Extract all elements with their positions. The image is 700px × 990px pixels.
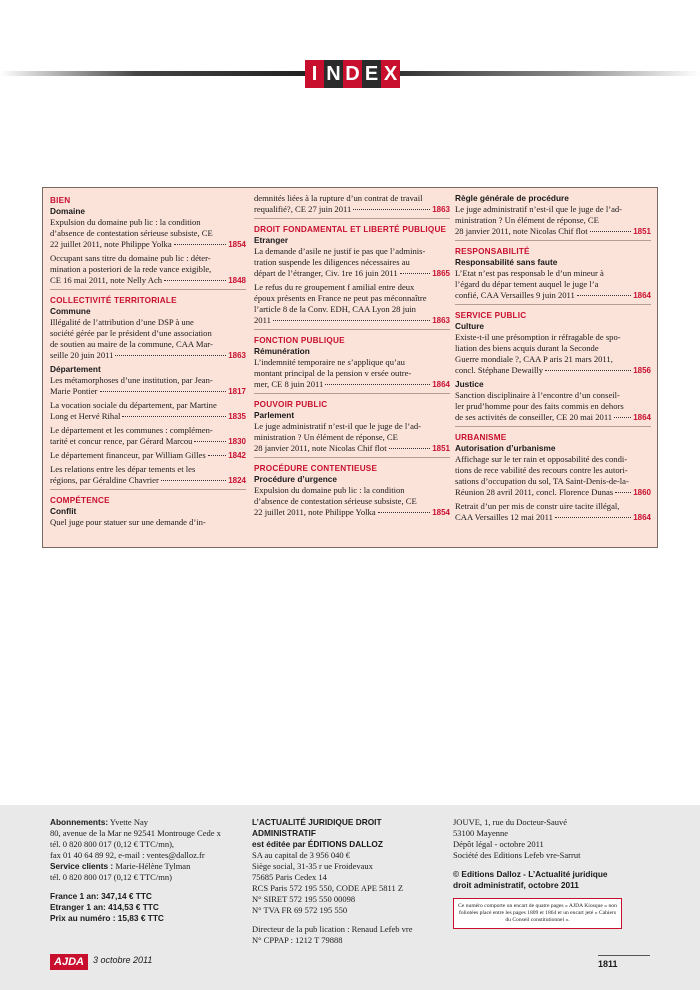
subscription-info (50, 817, 245, 924)
footer-text: 53100 Mayenne (453, 828, 509, 838)
header-rule-left (0, 71, 305, 76)
index-title-letter: D (343, 60, 362, 88)
entry-last-line (455, 487, 651, 498)
page-reference: 1864 (633, 291, 651, 300)
section-heading: COLLECTIVITÉ TERRITORIALE (50, 296, 177, 305)
section-divider (254, 218, 450, 219)
subsection-heading: Autorisation d’urbanisme (455, 443, 556, 453)
section-divider (254, 457, 450, 458)
footer-spacer (50, 883, 245, 891)
page-reference: 1830 (228, 437, 246, 446)
index-entry (254, 246, 450, 279)
index-entry (50, 317, 246, 361)
page-reference: 1854 (228, 240, 246, 249)
entry-line: mer, CE 8 juin 2011 (254, 379, 324, 389)
leader-dots (555, 517, 631, 518)
page-reference: 1860 (633, 488, 651, 497)
entry-line: confié, CAA Versailles 9 juin 2011 (455, 290, 575, 300)
entry-line: Affichage sur le ter rain et opposabilité des condi- (455, 454, 628, 464)
entry-last-line (254, 204, 450, 215)
section-heading: FONCTION PUBLIQUE (254, 336, 345, 345)
index-column-1 (50, 193, 246, 531)
entry-line: Long et Hervé Rihal (50, 411, 121, 421)
footer-label: Prix au numéro : 15,83 € TTC (50, 913, 164, 923)
entry-last-line (254, 507, 450, 518)
footer-label: L’ACTUALITÉ JURIDIQUE DROIT ADMINISTRATIF (252, 817, 382, 838)
entry-line: Occupant sans titre du domaine pub lic : déter- (50, 253, 211, 263)
entry-last-line (455, 412, 651, 423)
footer-line (252, 883, 447, 894)
section-divider (455, 240, 651, 241)
page-number: 1811 (598, 959, 618, 969)
section-heading: COMPÉTENCE (50, 496, 110, 505)
entry-line: Expulsion du domaine pub lic : la condition (50, 217, 201, 227)
entry-line: Sanction disciplinaire à l’encontre d’un conseil- (455, 390, 620, 400)
section-divider (254, 393, 450, 394)
page-reference: 1854 (432, 508, 450, 517)
index-entry (50, 464, 246, 486)
page-reference: 1848 (228, 276, 246, 285)
entry-line: montant principal de la pension v ersée outre- (254, 368, 412, 378)
entry-line: ler prud’homme pour des faits commis en dehors (455, 401, 624, 411)
index-entry (50, 425, 246, 447)
entry-last-line (455, 365, 651, 376)
page-reference: 1817 (228, 387, 246, 396)
entry-line: sations d’occupation du sol, TA Saint-Denis-de-la- (455, 476, 629, 486)
entry-line: ministration ? Un élément de réponse, CE (254, 432, 398, 442)
section-heading: URBANISME (455, 433, 507, 442)
index-entry (455, 204, 651, 237)
leader-dots (353, 209, 430, 210)
entry-line: 22 juillet 2011, note Philippe Yolka (254, 507, 376, 517)
footer-line (252, 872, 447, 883)
page-reference: 1851 (432, 444, 450, 453)
entry-last-line (455, 226, 651, 237)
entry-line: liation des biens acquis durant la Seconde (455, 343, 599, 353)
index-entry (254, 485, 450, 518)
ajda-logo: AJDA (50, 954, 88, 970)
footer-text: Directeur de la pub lication : Renaud Lefeb vre (252, 924, 413, 934)
section-heading: PROCÉDURE CONTENTIEUSE (254, 464, 378, 473)
leader-dots (614, 417, 631, 418)
footer-text: 80, avenue de la Mar ne 92541 Montrouge Cede x (50, 828, 221, 838)
page-reference: 1864 (432, 380, 450, 389)
entry-last-line (50, 350, 246, 361)
footer-line (252, 861, 447, 872)
index-entry (455, 501, 651, 523)
footer-line (50, 828, 245, 839)
entry-line: Réunion 28 avril 2011, concl. Florence Dunas (455, 487, 614, 497)
entry-line: 28 janvier 2011, note Nicolas Chif flot (254, 443, 387, 453)
entry-line: l’égard du dépar tement auquel le juge l’a (455, 279, 599, 289)
section-heading: POUVOIR PUBLIC (254, 400, 328, 409)
header-rule-right (400, 71, 700, 76)
leader-dots (194, 441, 226, 442)
entry-line: Guerre mondiale ?, CAA P aris 21 mars 2011, (455, 354, 613, 364)
footer-text: N° CPPAP : 1212 T 79888 (252, 935, 343, 945)
subsection-heading: Règle générale de procédure (455, 193, 569, 203)
footer-spacer (453, 861, 653, 869)
entry-line: Expulsion du domaine pub lic : la condition (254, 485, 405, 495)
subsection-heading: Etranger (254, 235, 289, 245)
index-entry (50, 217, 246, 250)
footer-text: RCS Paris 572 195 550, CODE APE 5811 Z (252, 883, 404, 893)
page-reference: 1863 (228, 351, 246, 360)
entry-line: Marie Pontier (50, 386, 98, 396)
leader-dots (400, 273, 431, 274)
leader-dots (122, 416, 226, 417)
footer-spacer (252, 916, 447, 924)
subsection-heading: Domaine (50, 206, 86, 216)
entry-line: ministration ? Un élément de réponse, CE (455, 215, 599, 225)
entry-line: Existe-t-il une présomption ir réfragable de spo- (455, 332, 621, 342)
footer-line (50, 839, 245, 850)
footer-text: fax 01 40 64 89 92, e-mail : ventes@dalloz.fr (50, 850, 205, 860)
entry-line: Le département et les communes : complémen- (50, 425, 213, 435)
entry-line: départ de l’étranger, Civ. 1re 16 juin 2011 (254, 268, 398, 278)
entry-line: Le département financeur, par William Gilles (50, 450, 206, 460)
entry-line: Les relations entre les dépar tements et les (50, 464, 196, 474)
index-title-letter: N (324, 60, 343, 88)
leader-dots (325, 384, 430, 385)
index-title-letter: E (362, 60, 381, 88)
entry-line: CAA Versailles 12 mai 2011 (455, 512, 553, 522)
entry-line: La demande d’asile ne justif ie pas que l’adminis- (254, 246, 426, 256)
entry-line: seille 20 juin 2011 (50, 350, 114, 360)
index-entry (50, 253, 246, 286)
page-reference: 1851 (633, 227, 651, 236)
index-entry (455, 332, 651, 376)
index-column-3 (455, 193, 651, 526)
entry-last-line (254, 315, 450, 326)
section-heading: BIEN (50, 196, 71, 205)
entry-line: Le refus du re groupement f amilial entre deux (254, 282, 415, 292)
entry-line: Quel juge pour statuer sur une demande d’in- (50, 517, 206, 527)
page-reference: 1835 (228, 412, 246, 421)
footer-text: 75685 Paris Cedex 14 (252, 872, 327, 882)
leader-dots (100, 391, 227, 392)
footer-text: N° TVA FR 69 572 195 550 (252, 905, 348, 915)
footer-line (252, 839, 447, 850)
footer-text: Dépôt légal - octobre 2011 (453, 839, 544, 849)
footer-label: Service clients : (50, 861, 114, 871)
entry-line: Le juge administratif n’est-il que le juge de l’ad- (455, 204, 623, 214)
page-reference: 1864 (633, 513, 651, 522)
subsection-heading: Justice (455, 379, 484, 389)
entry-line: 2011 (254, 315, 271, 325)
footer-line (50, 891, 245, 902)
leader-dots (164, 280, 226, 281)
entry-line: demnités liées à la rupture d’un contrat de travail (254, 193, 423, 203)
subsection-heading: Responsabilité sans faute (455, 257, 558, 267)
subsection-heading: Procédure d’urgence (254, 474, 337, 484)
index-entry (254, 357, 450, 390)
section-heading: RESPONSABILITÉ (455, 247, 530, 256)
footer-line (453, 869, 653, 880)
index-column-2 (254, 193, 450, 521)
leader-dots (577, 295, 631, 296)
issue-date: 3 octobre 2011 (93, 955, 153, 965)
footer-label: Abonnements: (50, 817, 109, 827)
subsection-heading: Département (50, 364, 101, 374)
section-divider (50, 489, 246, 490)
entry-line: Le juge administratif n’est-il que le juge de l’ad- (254, 421, 422, 431)
entry-line: concl. Stéphane Dewailly (455, 365, 544, 375)
index-entry (455, 268, 651, 301)
footer-text: Yvette Nay (108, 817, 148, 827)
footer-text: N° SIRET 572 195 550 00098 (252, 894, 356, 904)
footer-line (50, 913, 245, 924)
leader-dots (161, 480, 226, 481)
printer-info (453, 817, 653, 891)
entry-last-line (50, 411, 246, 422)
entry-line: 28 janvier 2011, note Nicolas Chif flot (455, 226, 588, 236)
leader-dots (273, 320, 430, 321)
footer-label: France 1 an: 347,14 € TTC (50, 891, 152, 901)
page-reference: 1863 (432, 205, 450, 214)
footer-line (252, 924, 447, 935)
index-entry (455, 454, 651, 498)
index-panel (42, 187, 658, 548)
entry-line: La vocation sociale du département, par Martine (50, 400, 217, 410)
entry-line: société gérée par le président d’une association (50, 328, 212, 338)
entry-line: CE 16 mai 2011, note Nelly Ach (50, 275, 163, 285)
entry-line: tarité et concur rence, par Gérard Marcou (50, 436, 193, 446)
entry-line: mination a posteriori de la rede vance exigible, (50, 264, 212, 274)
subsection-heading: Conflit (50, 506, 77, 516)
publisher-info (252, 817, 447, 946)
leader-dots (545, 370, 631, 371)
leader-dots (615, 492, 631, 493)
page-reference: 1824 (228, 476, 246, 485)
page-number-rule (598, 955, 650, 956)
footer-line (50, 872, 245, 883)
leader-dots (378, 512, 431, 513)
entry-line: d’absence de contestation sérieuse subsiste, CE (254, 496, 417, 506)
footer-label: droit administratif, octobre 2011 (453, 880, 579, 890)
footer-line (50, 817, 245, 828)
section-divider (254, 329, 450, 330)
section-heading: DROIT FONDAMENTAL ET LIBERTÉ PUBLIQUE (254, 225, 447, 234)
footer-text: tél. 0 820 800 017 (0,12 € TTC/mn), (50, 839, 175, 849)
index-title (305, 60, 400, 88)
entry-last-line (50, 386, 246, 397)
entry-line: de soutien au maire de la commune, CAA Mar- (50, 339, 213, 349)
footer-line (50, 861, 245, 872)
footer-line (50, 850, 245, 861)
index-entry (455, 390, 651, 423)
entry-line: l’article 8 de la Conv. EDH, CAA Lyon 28 juin (254, 304, 416, 314)
footer-text: SA au capital de 3 956 040 € (252, 850, 350, 860)
page-reference: 1864 (633, 413, 651, 422)
footer-line (50, 902, 245, 913)
index-entry (50, 517, 246, 528)
entry-line: 22 juillet 2011, note Philippe Yolka (50, 239, 172, 249)
leader-dots (174, 244, 227, 245)
index-entry (254, 421, 450, 454)
entry-last-line (50, 450, 246, 461)
section-divider (455, 304, 651, 305)
footer-line (252, 817, 447, 839)
section-divider (50, 289, 246, 290)
entry-line: tions de rece vabilité des recours contre les autori- (455, 465, 628, 475)
index-entry (254, 282, 450, 326)
subsection-heading: Rémunération (254, 346, 310, 356)
footer-text: JOUVE, 1, rue du Docteur-Sauvé (453, 817, 568, 827)
entry-last-line (50, 475, 246, 486)
footer-label: est éditée par ÉDITIONS DALLOZ (252, 839, 383, 849)
entry-last-line (50, 239, 246, 250)
leader-dots (389, 448, 431, 449)
subsection-heading: Culture (455, 321, 485, 331)
footer-line (453, 839, 653, 850)
footer-line (252, 935, 447, 946)
footer-label: © Editions Dalloz - L’Actualité juridique (453, 869, 608, 879)
page-reference: 1863 (432, 316, 450, 325)
index-entry (50, 450, 246, 461)
entry-line: Retrait d’un per mis de constr uire tacite illégal, (455, 501, 620, 511)
footer-text: tél. 0 820 800 017 (0,12 € TTC/mn) (50, 872, 172, 882)
footer-line (453, 880, 653, 891)
subsection-heading: Parlement (254, 410, 295, 420)
entry-last-line (455, 290, 651, 301)
section-divider (455, 426, 651, 427)
leader-dots (208, 455, 227, 456)
index-title-letter: I (305, 60, 324, 88)
index-entry (50, 375, 246, 397)
footer-line (252, 850, 447, 861)
entry-line: Les métamorphoses d’une institution, par Jean- (50, 375, 213, 385)
index-title-letter: X (381, 60, 400, 88)
footer-line (252, 905, 447, 916)
insert-notice: Ce numéro comporte un encart de quatre pages « AJDA Kiosque » non foliotées placé entre les pages 1809 et 1864 et un encart jeté « Cahiers du Conseil constitutionnel ». (453, 898, 622, 929)
leader-dots (590, 231, 632, 232)
entry-line: régions, par Géraldine Chavrier (50, 475, 159, 485)
entry-last-line (254, 379, 450, 390)
entry-line: L’Etat n’est pas responsab le d’un mineur à (455, 268, 604, 278)
entry-last-line (455, 512, 651, 523)
page-reference: 1865 (432, 269, 450, 278)
entry-last-line (50, 275, 246, 286)
page-reference: 1842 (228, 451, 246, 460)
footer-label: Etranger 1 an: 414,53 € TTC (50, 902, 159, 912)
leader-dots (115, 355, 226, 356)
footer-text: Siège social, 31-35 r ue Froidevaux (252, 861, 373, 871)
entry-line: de ses activités de conseiller, CE 20 mai 2011 (455, 412, 613, 422)
entry-line: L’indemnité temporaire ne s’applique qu’au (254, 357, 405, 367)
entry-line: époux présents en France ne peut pas méconnaître (254, 293, 427, 303)
entry-last-line (254, 443, 450, 454)
subsection-heading: Commune (50, 306, 91, 316)
entry-line: d’absence de contestation sérieuse subsiste, CE (50, 228, 213, 238)
entry-last-line (254, 268, 450, 279)
entry-line: requalifié?, CE 27 juin 2011 (254, 204, 352, 214)
page-reference: 1856 (633, 366, 651, 375)
footer-line (453, 828, 653, 839)
footer-text: Marie-Hélène Tylman (113, 861, 191, 871)
footer-line (453, 850, 653, 861)
entry-last-line (50, 436, 246, 447)
section-heading: SERVICE PUBLIC (455, 311, 527, 320)
entry-line: tration suspende les diligences nécessaires au (254, 257, 410, 267)
index-entry (50, 400, 246, 422)
entry-line: Illégalité de l’attribution d’une DSP à une (50, 317, 194, 327)
footer-text: Société des Editions Lefeb vre-Sarrut (453, 850, 581, 860)
footer-line (453, 817, 653, 828)
footer-line (252, 894, 447, 905)
index-entry (254, 193, 450, 215)
